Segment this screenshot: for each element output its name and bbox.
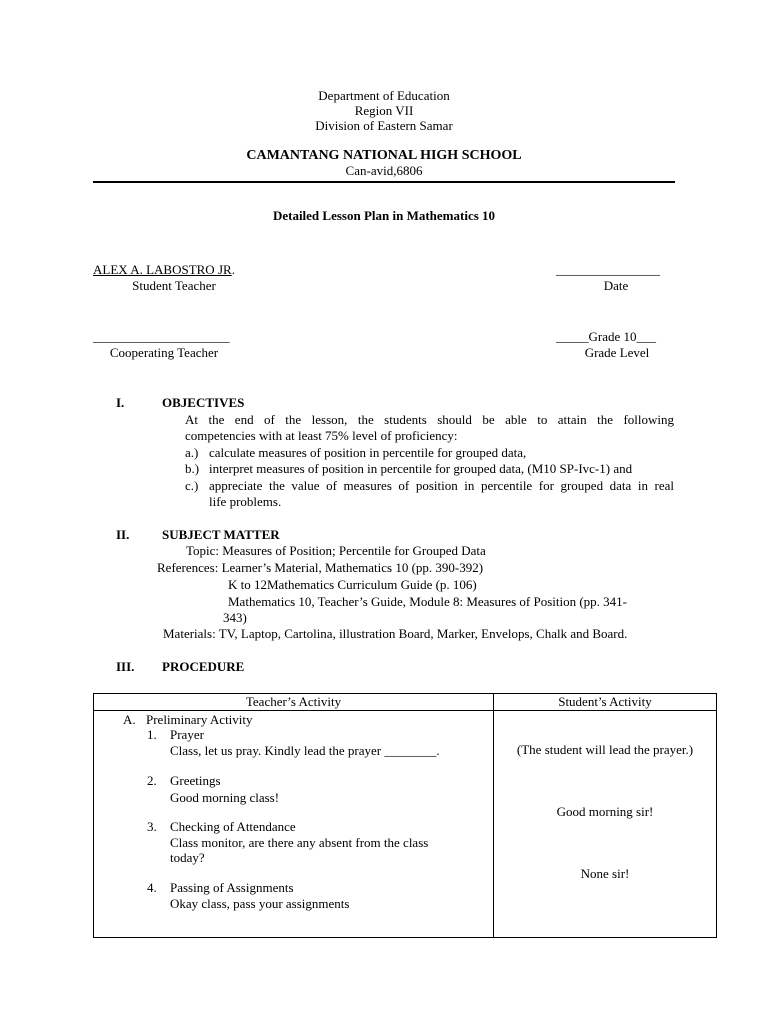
references-line4: 343) [223,610,247,625]
objectives-heading: OBJECTIVES [162,395,245,410]
student-activity-cell [494,711,717,938]
step-2-text: Good morning class! [170,790,280,805]
grade-level-label: Grade Level [584,345,650,360]
objective-c-text: appreciate the value of measures of position in percentile for grouped data in real [209,478,674,493]
date-label: Date [603,278,629,293]
step-1-text: Class, let us pray. Kindly lead the prayer ________. [170,743,440,758]
school-name: CAMANTANG NATIONAL HIGH SCHOOL [246,148,522,163]
step-2-title: Greetings [170,773,221,788]
step-4-title: Passing of Assignments [170,880,294,895]
step-3-text-cont: today? [170,850,205,865]
student-response-attendance: None sir! [580,866,630,881]
student-response-prayer: (The student will lead the prayer.) [516,742,694,757]
document-title: Detailed Lesson Plan in Mathematics 10 [272,208,496,223]
objectives-intro-line1: At the end of the lesson, the students should be able to attain the following [185,412,674,427]
references-line3: Mathematics 10, Teacher’s Guide, Module 8: Measures of Position (pp. 341- [228,594,628,609]
objective-a-marker: a.) [185,445,199,460]
procedure-table [93,693,717,938]
procedure-numeral: III. [116,659,135,674]
school-address: Can-avid,6806 [345,163,423,178]
objective-a-text: calculate measures of position in percentile for grouped data, [209,445,527,460]
student-response-greeting: Good morning sir! [556,804,654,819]
step-1-number: 1. [147,727,157,742]
student-teacher-label: Student Teacher [132,278,216,293]
division-line: Division of Eastern Samar [315,118,453,133]
grade-value: _____Grade 10___ [556,329,657,344]
step-2-number: 2. [147,773,157,788]
objectives-numeral: I. [116,395,125,410]
student-activity-header: Student’s Activity [494,694,717,711]
subject-matter-heading: SUBJECT MATTER [162,527,280,542]
step-4-number: 4. [147,880,157,895]
section-marker: A. [123,712,136,727]
dept-line: Department of Education [318,88,450,103]
step-4-text: Okay class, pass your assignments [170,896,350,911]
teacher-activity-header: Teacher’s Activity [94,694,494,711]
step-3-number: 3. [147,819,157,834]
references-line1: References: Learner’s Material, Mathematics 10 (pp. 390-392) [157,560,484,575]
objective-c-marker: c.) [185,478,199,493]
region-line: Region VII [354,103,414,118]
section-label: Preliminary Activity [146,712,253,727]
objective-b-text: interpret measures of position in percentile for grouped data, (M10 SP-Ivc-1) and [209,461,633,476]
cooperating-teacher-blank: _____________________ [93,329,230,344]
header-rule [93,181,675,183]
date-blank: ________________ [556,262,660,277]
objective-b-marker: b.) [185,461,200,476]
step-1-title: Prayer [170,727,204,742]
objective-c-text-cont: life problems. [209,494,282,509]
objectives-intro-line2: competencies with at least 75% level of proficiency: [185,428,458,443]
step-3-text: Class monitor, are there any absent from the class [170,835,429,850]
references-line2: K to 12Mathematics Curriculum Guide (p. 106) [228,577,477,592]
topic-line: Topic: Measures of Position; Percentile for Grouped Data [186,543,486,558]
step-3-title: Checking of Attendance [170,819,296,834]
procedure-heading: PROCEDURE [162,659,245,674]
student-teacher-name: ALEX A. LABOSTRO JR. [93,262,235,277]
cooperating-teacher-label: Cooperating Teacher [109,345,219,360]
materials-line: Materials: TV, Laptop, Cartolina, illustration Board, Marker, Envelops, Chalk and Board. [163,626,628,641]
teacher-activity-cell [94,711,494,938]
subject-matter-numeral: II. [116,527,130,542]
